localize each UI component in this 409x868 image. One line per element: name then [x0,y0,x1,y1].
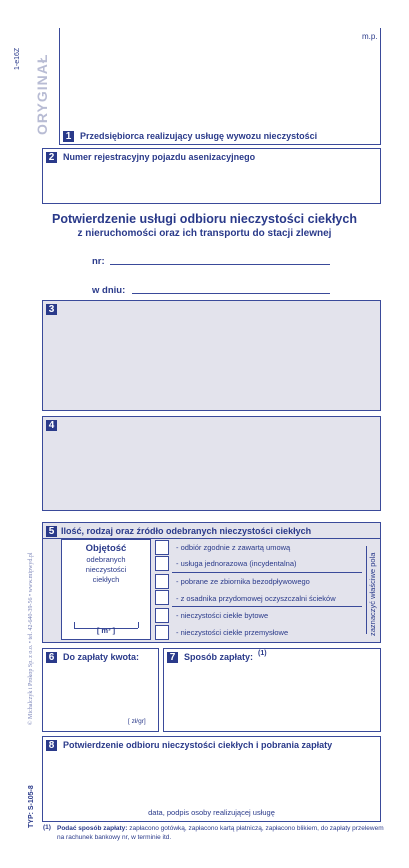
side-code: 1-e16Z [14,47,21,70]
checkbox-one-time[interactable] [155,556,169,571]
nr-label: nr: [92,256,105,267]
section-7-label: Sposób zapłaty: [184,652,254,662]
amount-unit: [ zł/gr] [128,718,146,725]
checkbox-domestic[interactable] [155,608,169,623]
volume-unit: [ m³ ] [96,626,116,635]
volume-title: Objętość [85,543,127,554]
section-3-box[interactable] [42,300,381,411]
form-title: Potwierdzenie usługi odbioru nieczystości ciekłych [52,212,357,226]
option-treatment-plant: - z osadnika przydomowej oczyszczalni ścieków [176,594,336,603]
section-6-label: Do zapłaty kwota: [63,652,140,662]
option-septic-tank: - pobrane ze zbiornika bezodpływowego [176,577,310,586]
section-7-footnote-ref: (1) [258,650,267,657]
nr-field[interactable] [110,256,330,265]
checkbox-treatment-plant[interactable] [155,590,169,605]
section-7-number: 7 [167,652,178,663]
checkbox-industrial[interactable] [155,625,169,640]
section-1-label: Przedsiębiorca realizujący usługę wywozu nieczystości [80,131,318,141]
footnote-bold: Podać sposób zapłaty: [57,825,128,832]
option-divider-2 [172,606,362,607]
mark-note: zaznaczyć właściwe pola [368,552,377,636]
checkbox-septic-tank[interactable] [155,574,169,589]
section-2-number: 2 [46,152,57,163]
option-divider-1 [172,572,362,573]
section-4-box[interactable] [42,416,381,511]
section-8-label: Potwierdzenie odbioru nieczystości ciekłych i pobrania zapłaty [63,740,333,750]
options-bracket [362,546,367,634]
footnote-text-1: zapłacono gotówką, zapłacono kartą płatniczą, zapłacono blikiem, do zapłaty przelewem [127,825,384,832]
section-8-signature-caption: data, podpis osoby realizującej usługę [148,808,275,817]
footnote-line-2: na rachunek bankowy nr, w terminie itd. [57,834,172,841]
section-6-number: 6 [46,652,57,663]
section-3-number: 3 [46,304,57,315]
type-code: TYP: S-105-8 [28,785,35,828]
section-1-number: 1 [63,131,74,142]
footnote-marker: (1) [43,824,51,831]
option-contract: - odbiór zgodnie z zawartą umową [176,543,291,552]
checkbox-contract[interactable] [155,540,169,555]
volume-desc-1: odebranych [86,555,126,564]
date-field[interactable] [132,285,330,294]
footnote-line-1 [57,825,384,832]
date-label: w dniu: [92,285,126,296]
form-subtitle: z nieruchomości oraz ich transportu do stacji zlewnej [77,228,332,239]
volume-desc-3: ciekłych [92,575,120,584]
section-8-number: 8 [46,740,57,751]
publisher-text: © Michalczyk i Prokop Sp. z o.o. • tel. 42-640-39-56 • www.mipwyd.pl [28,552,34,725]
section-5-number: 5 [46,526,57,537]
option-domestic: - nieczystości ciekłe bytowe [176,611,269,620]
section-5-label: Ilość, rodzaj oraz źródło odebranych nieczystości ciekłych [61,526,312,536]
section-2-label: Numer rejestracyjny pojazdu asenizacyjnego [63,152,256,162]
mp-label: m.p. [362,32,378,41]
option-industrial: - nieczystości ciekłe przemysłowe [176,628,289,637]
option-one-time: - usługa jednorazowa (incydentalna) [176,559,297,568]
section-1-box [59,28,381,145]
original-label: ORYGINAŁ [34,53,50,135]
volume-desc-2: nieczystości [85,565,127,574]
section-4-number: 4 [46,420,57,431]
